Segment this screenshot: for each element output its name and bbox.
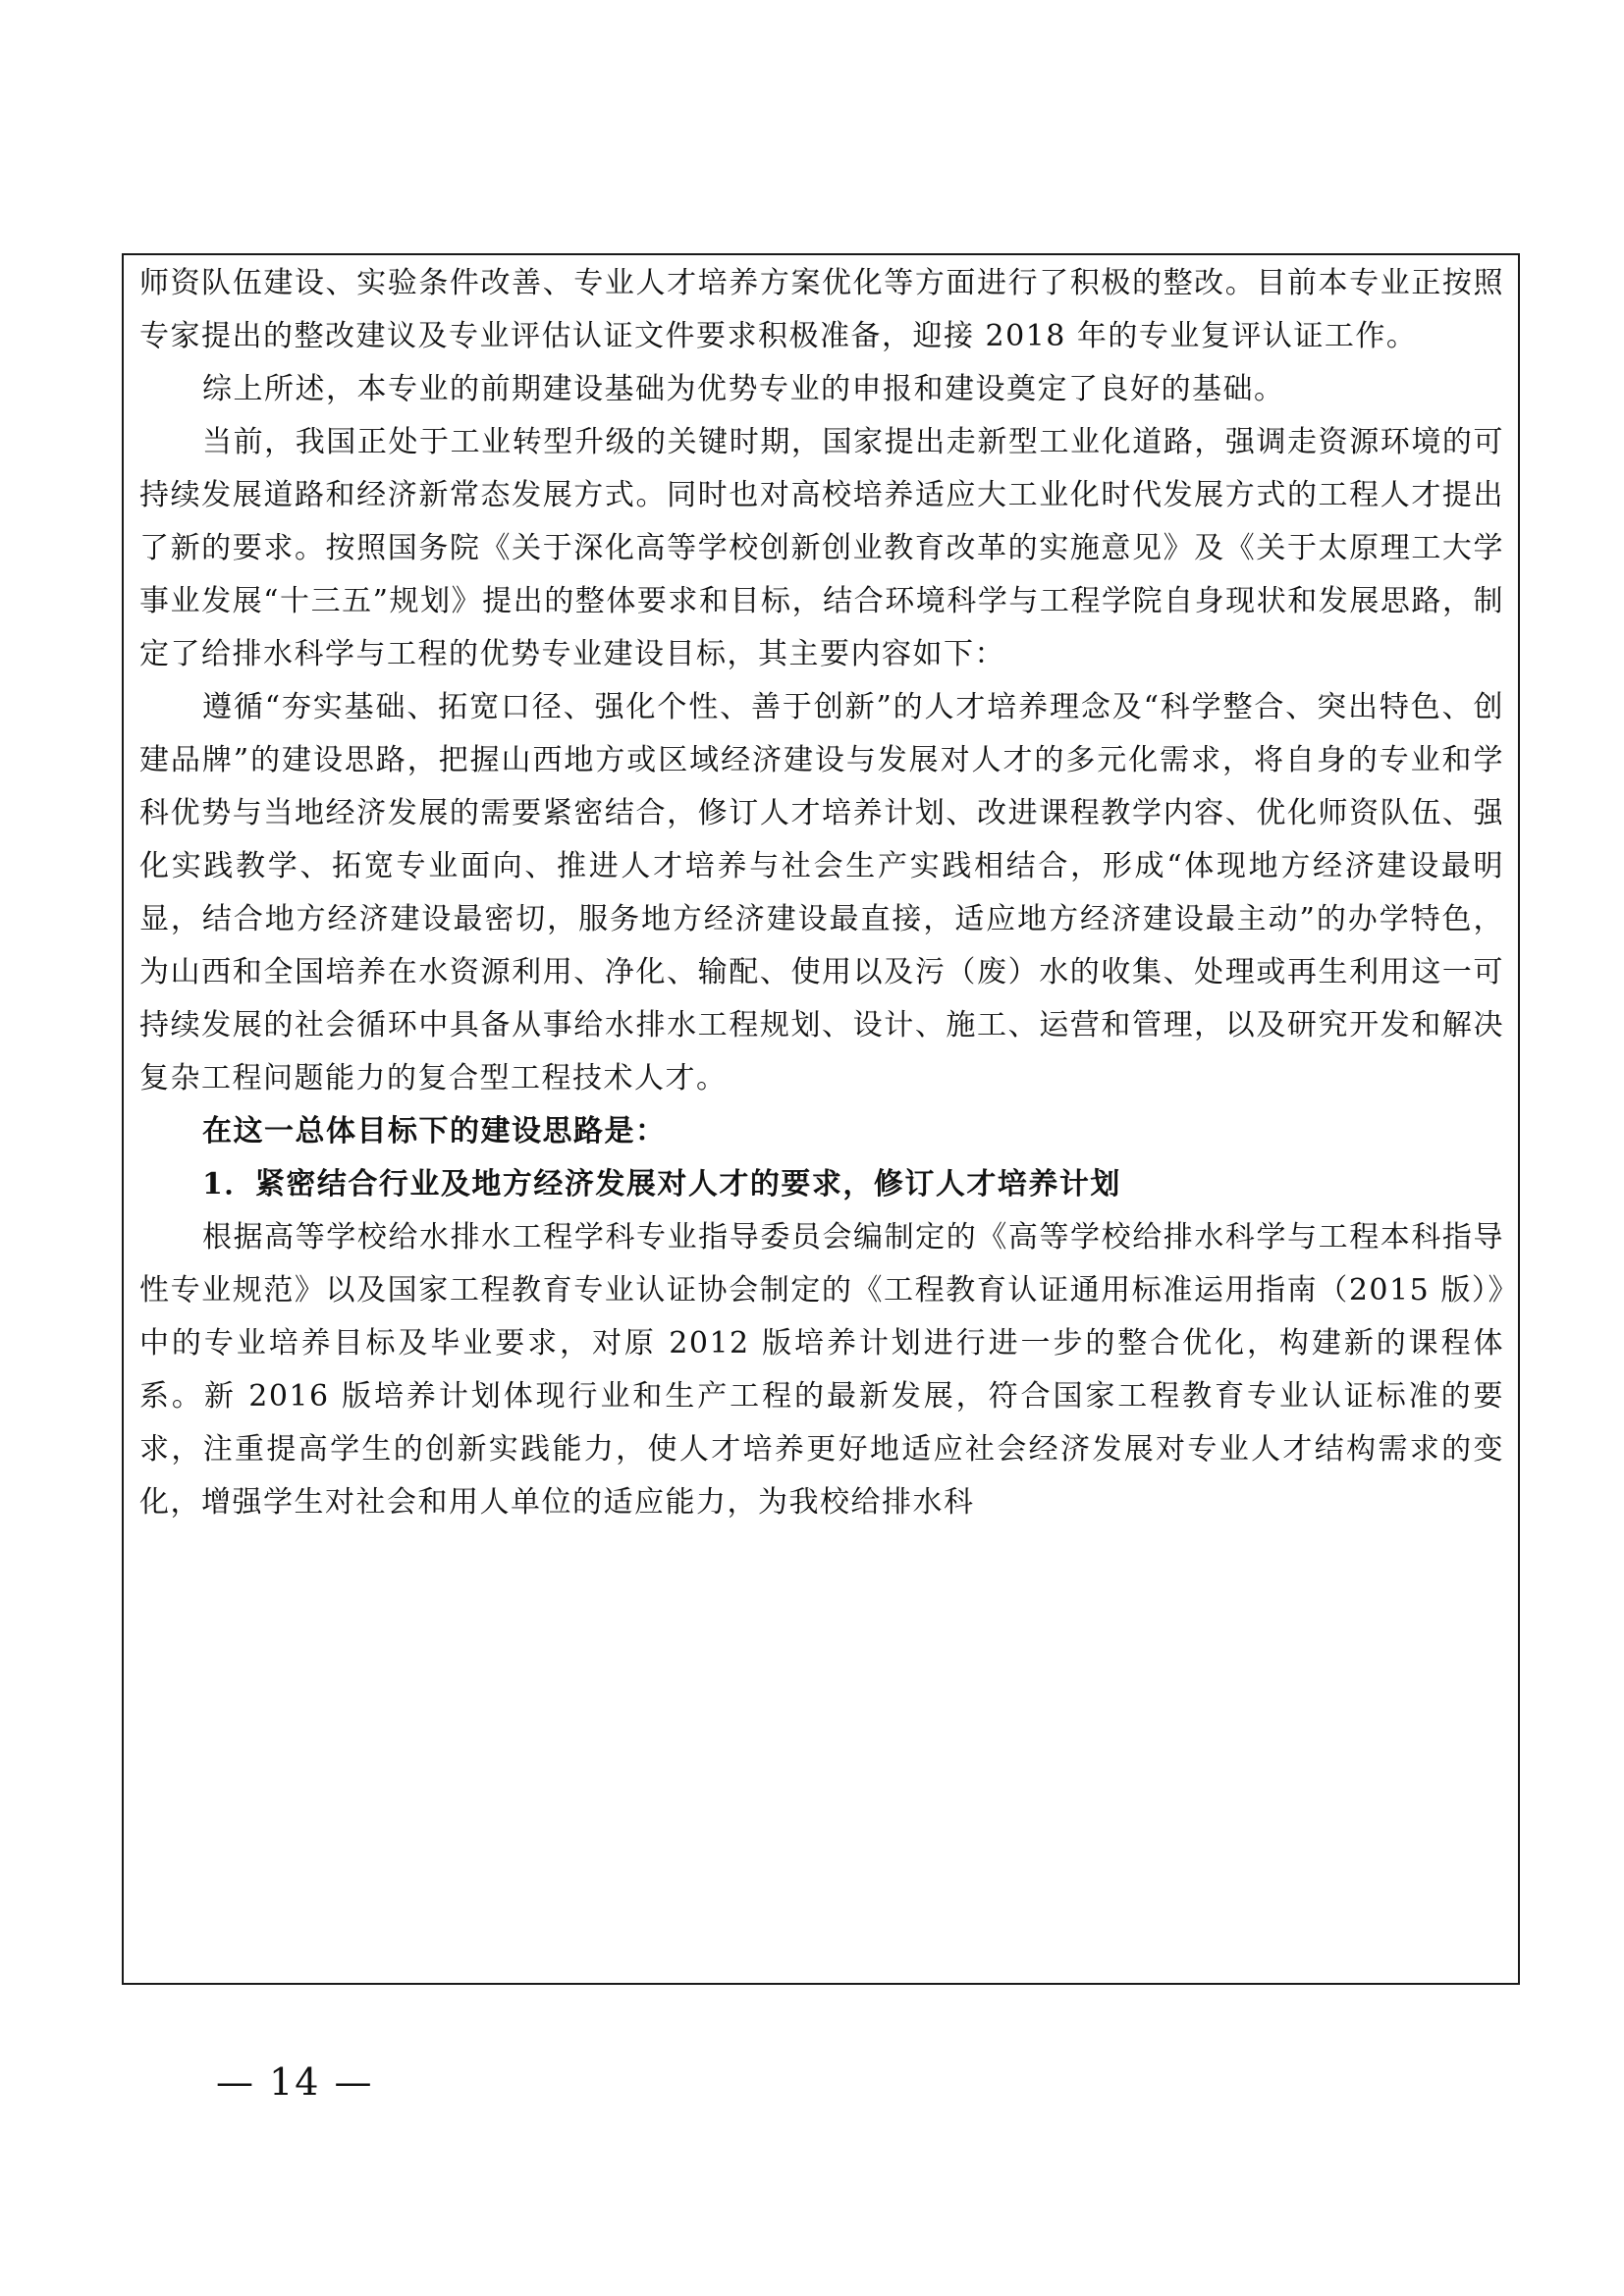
document-body: [139, 257, 1504, 1529]
section-heading-ideas: 在这一总体目标下的建设思路是：: [202, 1114, 667, 1148]
paragraph-curriculum-plan: 根据高等学校给水排水工程学科专业指导委员会编制定的《高等学校给排水科学与工程本科指导性专业规范》以及国家工程教育专业认证协会制定的《工程教育认证通用标准运用指南（2015 版）》中的专业培养目标及毕业要求，对原 2012 版培养计划进行进一步的整合优化，构建新的课程体系。新 2016 版培养计划体现行业和生产工程的最新发展，符合国家工程教育专业认证标准的要求，注重提高学生的创新实践能力，使人才培养更好地适应社会经济发展对专业人才结构需求的变化，增强学生对社会和用人单位的适应能力，为我校给排水科: [139, 1220, 1504, 1520]
page-number: — 14 —: [216, 2060, 374, 2104]
paragraph-training-goal: 遵循“夯实基础、拓宽口径、强化个性、善于创新”的人才培养理念及“科学整合、突出特色、创建品牌”的建设思路，把握山西地方或区域经济建设与发展对人才的多元化需求，将自身的专业和学科优势与当地经济发展的需要紧密结合，修订人才培养计划、改进课程教学内容、优化师资队伍、强化实践教学、拓宽专业面向、推进人才培养与社会生产实践相结合，形成“体现地方经济建设最明显，结合地方经济建设最密切，服务地方经济建设最直接，适应地方经济建设最主动”的办学特色，为山西和全国培养在水资源利用、净化、输配、使用以及污（废）水的收集、处理或再生利用这一可持续发展的社会循环中具备从事给水排水工程规划、设计、施工、运营和管理，以及研究开发和解决复杂工程问题能力的复合型工程技术人才。: [139, 690, 1504, 1095]
paragraph-summary: 综上所述，本专业的前期建设基础为优势专业的申报和建设奠定了良好的基础。: [202, 372, 1285, 406]
paragraph-current-situation: 当前，我国正处于工业转型升级的关键时期，国家提出走新型工业化道路，强调走资源环境的可持续发展道路和经济新常态发展方式。同时也对高校培养适应大工业化时代发展方式的工程人才提出了新的要求。按照国务院《关于深化高等学校创新创业教育改革的实施意见》及《关于太原理工大学事业发展“十三五”规划》提出的整体要求和目标，结合环境科学与工程学院自身现状和发展思路，制定了给排水科学与工程的优势专业建设目标，其主要内容如下：: [139, 425, 1504, 671]
paragraph-reform-continued: 师资队伍建设、实验条件改善、专业人才培养方案优化等方面进行了积极的整改。目前本专业正按照专家提出的整改建议及专业评估认证文件要求积极准备，迎接 2018 年的专业复评认证工作。: [139, 266, 1504, 353]
section-heading-item-1: 1．紧密结合行业及地方经济发展对人才的要求，修订人才培养计划: [202, 1167, 1121, 1201]
